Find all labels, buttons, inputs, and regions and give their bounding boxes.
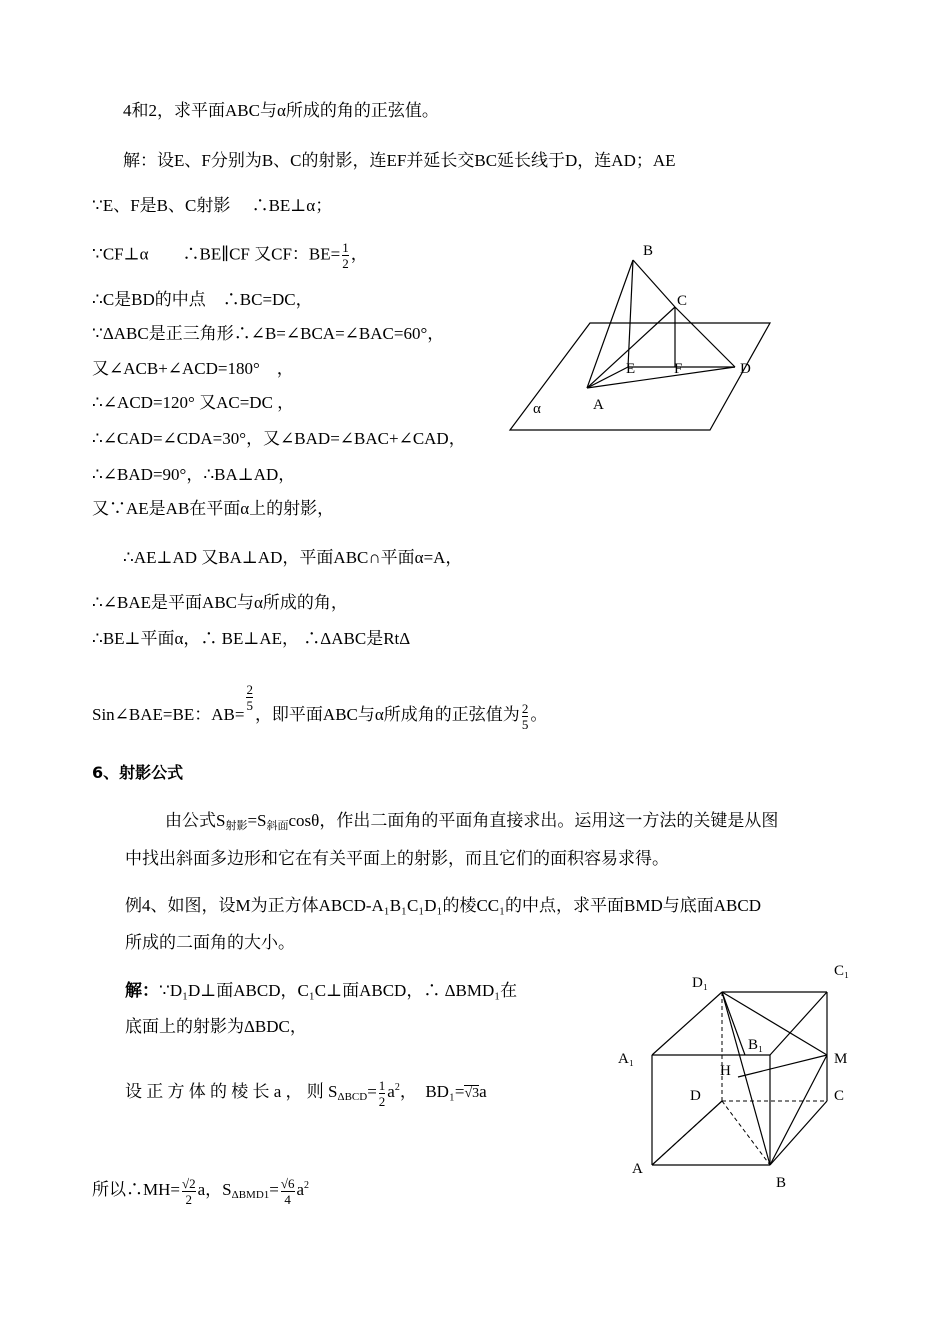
figure-plane-triangle xyxy=(495,235,785,445)
edge-B1C1 xyxy=(770,992,827,1055)
solution-text-1: ∵D₁D⊥面ABCD，C₁C⊥面ABCD，∴ ΔBMD₁在 xyxy=(159,981,518,1000)
label-D: D xyxy=(740,361,751,377)
p1-b: =S xyxy=(247,811,267,830)
text-line-4a: ∵CF⊥α ∴BE∥CF 又CF：BE= xyxy=(92,244,341,264)
last-d: a xyxy=(296,1180,305,1199)
label-A1: A₁ xyxy=(618,1051,635,1067)
edge-BE xyxy=(628,260,633,367)
last-sup: 2 xyxy=(304,1180,310,1191)
label-C1: C₁ xyxy=(834,963,850,979)
text-line-1: 4和2，求平面ABC与α所成的角的正弦值。 xyxy=(123,101,439,120)
label-B: B xyxy=(776,1175,787,1191)
line-HM xyxy=(738,1055,827,1077)
label-C: C xyxy=(834,1088,845,1104)
text-line-3: ∵E、F是B、C射影 ∴BE⊥α； xyxy=(92,196,333,215)
frac-num: √6 xyxy=(280,1175,295,1191)
sol3-sup: 2 xyxy=(394,1082,400,1093)
frac-den: 2 xyxy=(182,1191,196,1207)
sol3-c: a xyxy=(387,1082,395,1101)
frac-den: 4 xyxy=(281,1191,295,1207)
label-C: C xyxy=(677,293,688,309)
text-line-7: 又∠ACB+∠ACD=180° ， xyxy=(92,359,294,378)
last-sub: ΔBMD1 xyxy=(231,1189,270,1201)
fraction-two-fifths-a xyxy=(246,682,253,713)
line-D1-B1-area xyxy=(722,992,745,1055)
p1-c: cosθ，作出二面角的平面角直接求出。运用这一方法的关键是从图 xyxy=(288,811,779,830)
text-line-14: ∴BE⊥平面α，∴ BE⊥AE， ∴ΔABC是RtΔ xyxy=(92,629,411,648)
frac-num: 1 xyxy=(378,1077,386,1093)
example-4-line-1: 例4、如图，设M为正方体ABCD-A₁B₁C₁D₁的棱CC₁的中点，求平面BMD与底面ABCD xyxy=(125,896,762,915)
label-A: A xyxy=(632,1161,643,1177)
formula-paragraph-line-1 xyxy=(165,810,778,837)
solution-line-1 xyxy=(125,980,517,1002)
label-B1: B₁ xyxy=(748,1037,764,1053)
solution-line-2: 底面上的射影为ΔBDC， xyxy=(125,1017,307,1036)
text-line-5: ∴C是BD的中点 ∴BC=DC， xyxy=(92,290,313,309)
text-line-4b: ， xyxy=(350,244,368,264)
sol3-a: 设 正 方 体 的 棱 长 a ， 则 S xyxy=(125,1082,338,1101)
fraction-two-fifths-b xyxy=(522,701,529,732)
edge-BC xyxy=(633,260,675,307)
last-a: 所以∴MH= xyxy=(92,1180,180,1199)
sol3-f: a xyxy=(479,1082,487,1101)
frac-den: 5 xyxy=(521,716,529,732)
last-c: = xyxy=(269,1180,279,1199)
sqrt3: √3 xyxy=(464,1086,480,1101)
example-4-line-2: 所成的二面角的大小。 xyxy=(125,933,295,952)
sol3-d: ， BD₁= xyxy=(399,1082,465,1101)
label-B: B xyxy=(643,243,654,259)
fraction-one-half-b xyxy=(379,1078,386,1109)
p1-sub-2: 斜面 xyxy=(266,820,289,832)
sol3-b: = xyxy=(367,1082,377,1101)
frac-num: 2 xyxy=(246,682,253,697)
last-line xyxy=(92,1166,309,1215)
p1-sub-1: 射影 xyxy=(225,820,248,832)
figure-cube xyxy=(610,955,860,1195)
fraction-sqrt2-over-2 xyxy=(182,1176,196,1207)
solution-line-3 xyxy=(125,1068,487,1117)
text-line-15 xyxy=(92,682,547,732)
frac-num: 1 xyxy=(342,240,349,255)
label-A: A xyxy=(593,397,604,413)
frac-den: 2 xyxy=(342,256,349,271)
frac-num: √2 xyxy=(181,1175,196,1191)
text-line-15a: Sin∠BAE=BE：AB= xyxy=(92,705,245,724)
edge-AD xyxy=(587,367,735,388)
label-F: F xyxy=(674,361,683,377)
text-line-8: ∴∠ACD=120° 又AC=DC ， xyxy=(92,393,295,412)
text-line-9: ∴∠CAD=∠CDA=30°，又∠BAD=∠BAC+∠CAD， xyxy=(92,429,466,448)
text-line-10: ∴∠BAD=90°，∴BA⊥AD， xyxy=(92,465,296,484)
p1-a: 由公式S xyxy=(165,811,226,830)
frac-num: 2 xyxy=(521,700,529,716)
label-H: H xyxy=(720,1063,731,1079)
text-line-4 xyxy=(92,240,368,271)
label-M: M xyxy=(834,1051,848,1067)
text-line-15b: ，即平面ABC与α所成角的正弦值为 xyxy=(254,705,520,724)
edge-CD xyxy=(675,307,735,367)
frac-den: 5 xyxy=(246,698,253,713)
text-line-2: 解：设E、F分别为B、C的射影，连EF并延长交BC延长线于D，连AD；AE xyxy=(123,151,676,170)
label-alpha: α xyxy=(533,401,541,417)
text-line-12: ∴AE⊥AD 又BA⊥AD，平面ABC∩平面α=A， xyxy=(123,548,463,567)
text-line-15c: 。 xyxy=(530,705,548,724)
text-line-11: 又∵AE是AB在平面α上的射影， xyxy=(92,499,335,518)
line-D1M xyxy=(722,992,827,1055)
label-D: D xyxy=(690,1088,701,1104)
solution-label: 解： xyxy=(125,981,159,1000)
text-line-13: ∴∠BAE是平面ABC与α所成的角， xyxy=(92,593,348,612)
fraction-sqrt6-over-4 xyxy=(281,1176,295,1207)
text-line-6: ∵ΔABC是正三角形∴∠B=∠BCA=∠BAC=60°， xyxy=(92,324,445,343)
section-heading: 6、射影公式 xyxy=(92,763,184,782)
edge-A1D1 xyxy=(652,992,722,1055)
label-E: E xyxy=(626,361,636,377)
sol3-sub: ΔBCD xyxy=(337,1091,368,1103)
last-b: a，S xyxy=(197,1180,232,1199)
label-D1: D₁ xyxy=(692,975,709,991)
frac-den: 2 xyxy=(378,1093,386,1109)
formula-paragraph-line-2: 中找出斜面多边形和它在有关平面上的射影，而且它们的面积容易求得。 xyxy=(125,849,669,868)
fraction-one-half xyxy=(342,240,349,271)
hidden-edge-DB xyxy=(722,1101,770,1165)
